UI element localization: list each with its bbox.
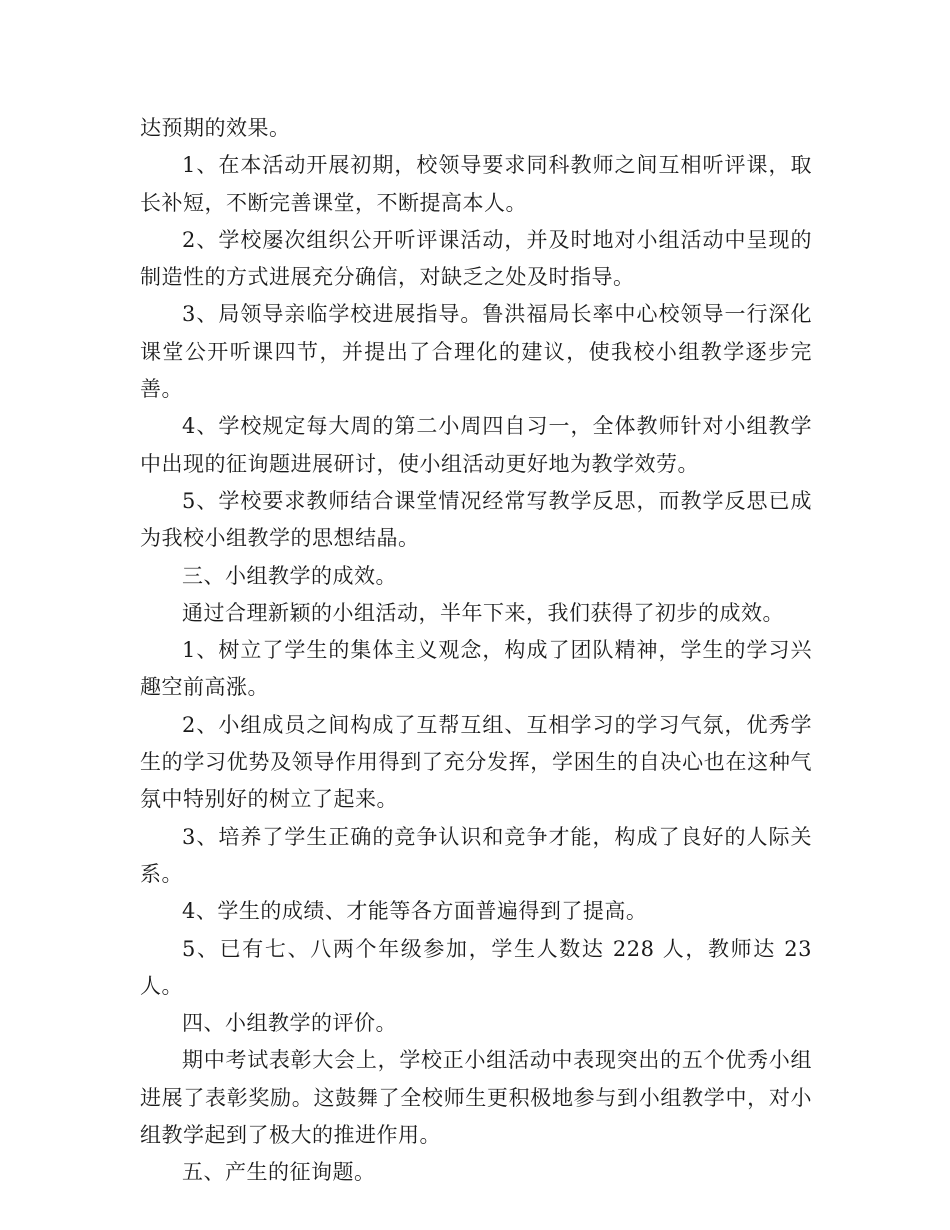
paragraph-item-1: 1、在本活动开展初期，校领导要求同科教师之间互相听评课，取长补短，不断完善课堂，不断提高本人。 [140, 153, 812, 215]
paragraph-item-3: 3、局领导亲临学校进展指导。鲁洪福局长率中心校领导一行深化课堂公开听课四节，并提出了合理化的建议，使我校小组教学逐步完善。 [140, 302, 812, 402]
section-heading-problems: 五、产生的征询题。 [182, 1160, 376, 1185]
paragraph-item-4: 4、学校规定每大周的第二小周四自习一，全体教师针对小组教学中出现的征询题进展研讨，使小组活动更好地为教学效劳。 [140, 414, 812, 476]
paragraph-result-5: 5、已有七、八两个年级参加，学生人数达 228 人，教师达 23 人。 [140, 936, 812, 998]
section-heading-results: 三、小组教学的成效。 [182, 563, 397, 588]
document-page [140, 110, 812, 1192]
paragraph-result-3: 3、培养了学生正确的竞争认识和竞争才能，构成了良好的人际关系。 [140, 824, 812, 886]
paragraph-evaluation: 期中考试表彰大会上，学校正小组活动中表现突出的五个优秀小组进展了表彰奖励。这鼓舞了全校师生更积极地参与到小组教学中，对小组教学起到了极大的推进作用。 [140, 1048, 812, 1148]
paragraph-result-2: 2、小组成员之间构成了互帮互组、互相学习的学习气氛，优秀学生的学习优势及领导作用得到了充分发挥，学困生的自决心也在这种气氛中特别好的树立了起来。 [140, 712, 812, 812]
paragraph-result-1: 1、树立了学生的集体主义观念，构成了团队精神，学生的学习兴趣空前高涨。 [140, 638, 812, 700]
paragraph-item-2: 2、学校屡次组织公开听评课活动，并及时地对小组活动中呈现的制造性的方式进展充分确信，对缺乏之处及时指导。 [140, 227, 812, 290]
paragraph-item-5: 5、学校要求教师结合课堂情况经常写教学反思，而教学反思已成为我校小组教学的思想结晶。 [140, 488, 812, 551]
paragraph-continuation: 达预期的效果。 [140, 116, 291, 140]
section-heading-evaluation: 四、小组教学的评价。 [182, 1011, 397, 1036]
paragraph-result-4: 4、学生的成绩、才能等各方面普遍得到了提高。 [182, 899, 648, 924]
paragraph-results-intro: 通过合理新颖的小组活动，半年下来，我们获得了初步的成效。 [182, 600, 784, 625]
